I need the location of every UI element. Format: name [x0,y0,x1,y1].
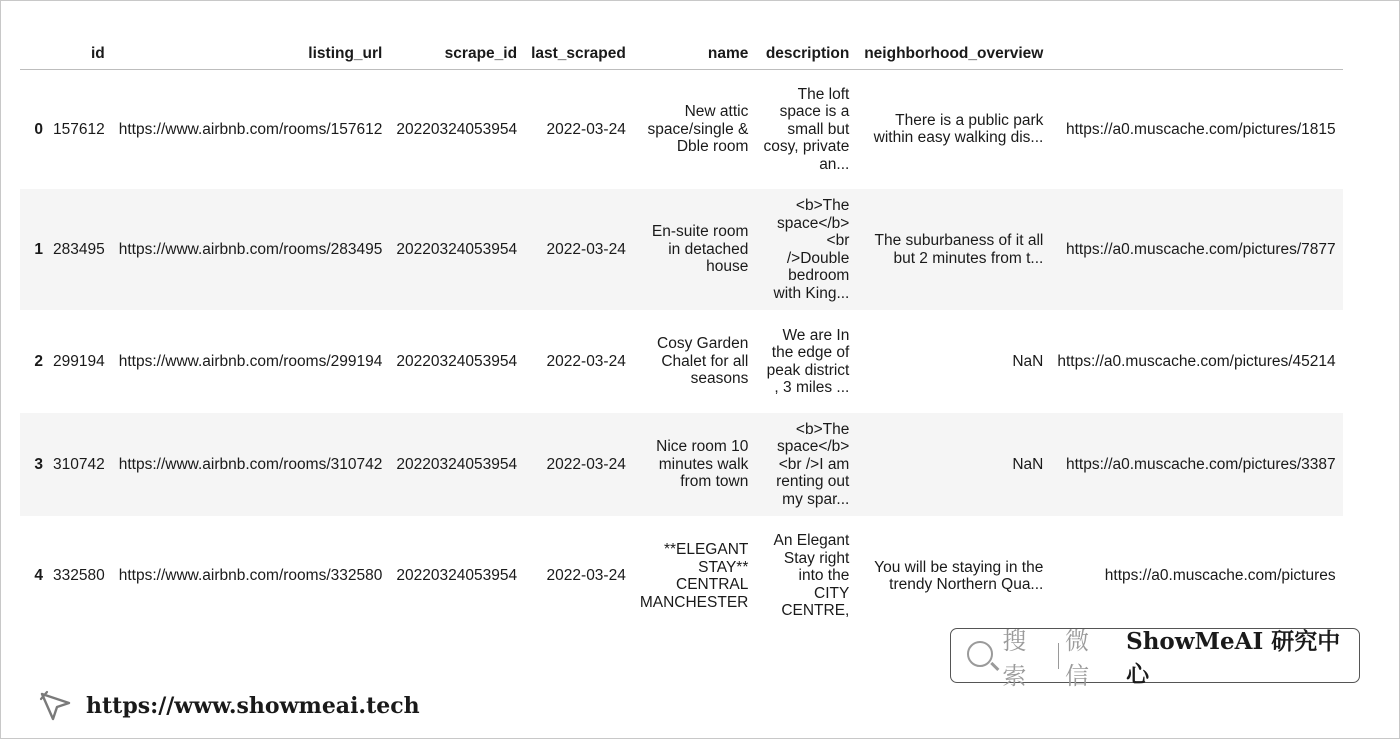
row-index: 0 [34,120,43,138]
table-row [20,516,1343,636]
cell-id: 157612 [53,120,105,138]
table-header-row [20,34,1343,69]
watermark-wechat-label: 微信 [1064,627,1090,690]
cell-scrape-id: 20220324053954 [396,352,518,370]
cell-name: **ELEGANT STAY** CENTRAL MANCHESTER [639,541,749,611]
row-index: 4 [34,567,43,585]
watermark-search-label: 搜索 [1002,627,1028,690]
cell-listing-url: https://www.airbnb.com/rooms/299194 [118,352,383,370]
cell-listing-url: https://www.airbnb.com/rooms/157612 [118,120,383,138]
watermark-divider [1058,643,1059,669]
search-icon [965,639,998,673]
dataframe-table [20,34,1343,636]
header-neighborhood-overview: neighborhood_overview [856,34,1050,69]
watermark-brand: ShowMeAI 研究中心 [1126,627,1341,688]
cell-last-scraped: 2022-03-24 [546,455,626,473]
cell-picture-url: https://a0.muscache.com/pictures/1815 [1065,120,1336,138]
cell-picture-url: https://a0.muscache.com/pictures/3387 [1065,455,1336,473]
header-id: id [46,34,112,69]
footer-site [38,688,420,724]
cell-scrape-id: 20220324053954 [396,240,518,258]
cell-scrape-id: 20220324053954 [396,567,518,585]
table-row [20,413,1343,516]
cell-id: 283495 [53,240,105,258]
table-row [20,310,1343,413]
cursor-icon [38,688,74,724]
header-description: description [755,34,856,69]
cell-last-scraped: 2022-03-24 [546,352,626,370]
cell-last-scraped: 2022-03-24 [546,567,626,585]
cell-name: En-suite room in detached house [651,223,749,276]
cell-scrape-id: 20220324053954 [396,120,518,138]
cell-listing-url: https://www.airbnb.com/rooms/332580 [118,567,383,585]
cell-neighborhood-overview: The suburbaness of it all but 2 minutes from t... [874,232,1044,267]
header-index [20,34,46,69]
cell-scrape-id: 20220324053954 [396,455,518,473]
cell-id: 299194 [53,352,105,370]
cell-last-scraped: 2022-03-24 [546,240,626,258]
cell-name: New attic space/single & Dble room [647,103,749,155]
cell-id: 332580 [53,567,105,585]
header-scrape-id: scrape_id [389,34,524,69]
cell-listing-url: https://www.airbnb.com/rooms/283495 [118,240,383,258]
header-listing-url: listing_url [112,34,390,69]
cell-description: An Elegant Stay right into the CITY CENTRE, [773,532,850,620]
cell-description: The loft space is a small but cosy, private an... [763,85,850,173]
cell-picture-url: https://a0.muscache.com/pictures/45214 [1057,352,1336,370]
cell-last-scraped: 2022-03-24 [546,120,626,138]
row-index: 3 [34,455,43,473]
cell-description: <b>The space</b> <br />I am renting out my spar... [776,420,850,508]
cell-neighborhood-overview: NaN [1012,352,1044,370]
table-row [20,189,1343,310]
footer-url[interactable]: https://www.showmeai.tech [86,693,420,719]
header-last-scraped: last_scraped [524,34,633,69]
table-row [20,69,1343,189]
showmeai-watermark [950,627,1360,690]
cell-id: 310742 [53,455,105,473]
cell-name: Nice room 10 minutes walk from town [656,438,749,491]
row-index: 2 [34,352,43,370]
cell-description: We are In the edge of peak district , 3 miles ... [766,326,850,396]
cell-neighborhood-overview: NaN [1012,455,1044,473]
cell-picture-url: https://a0.muscache.com/pictures [1104,567,1336,585]
cell-description: <b>The space</b> <br />Double bedroom with King... [773,197,850,302]
row-index: 1 [34,240,43,258]
cell-listing-url: https://www.airbnb.com/rooms/310742 [118,455,383,473]
dataframe-output [20,34,1375,620]
cell-picture-url: https://a0.muscache.com/pictures/7877 [1065,240,1336,258]
cell-neighborhood-overview: You will be staying in the trendy Northern Qua... [874,558,1044,593]
header-name: name [633,34,756,69]
cell-name: Cosy Garden Chalet for all seasons [657,335,749,388]
header-picture-url [1050,34,1342,69]
cell-neighborhood-overview: There is a public park within easy walking dis... [873,111,1044,147]
